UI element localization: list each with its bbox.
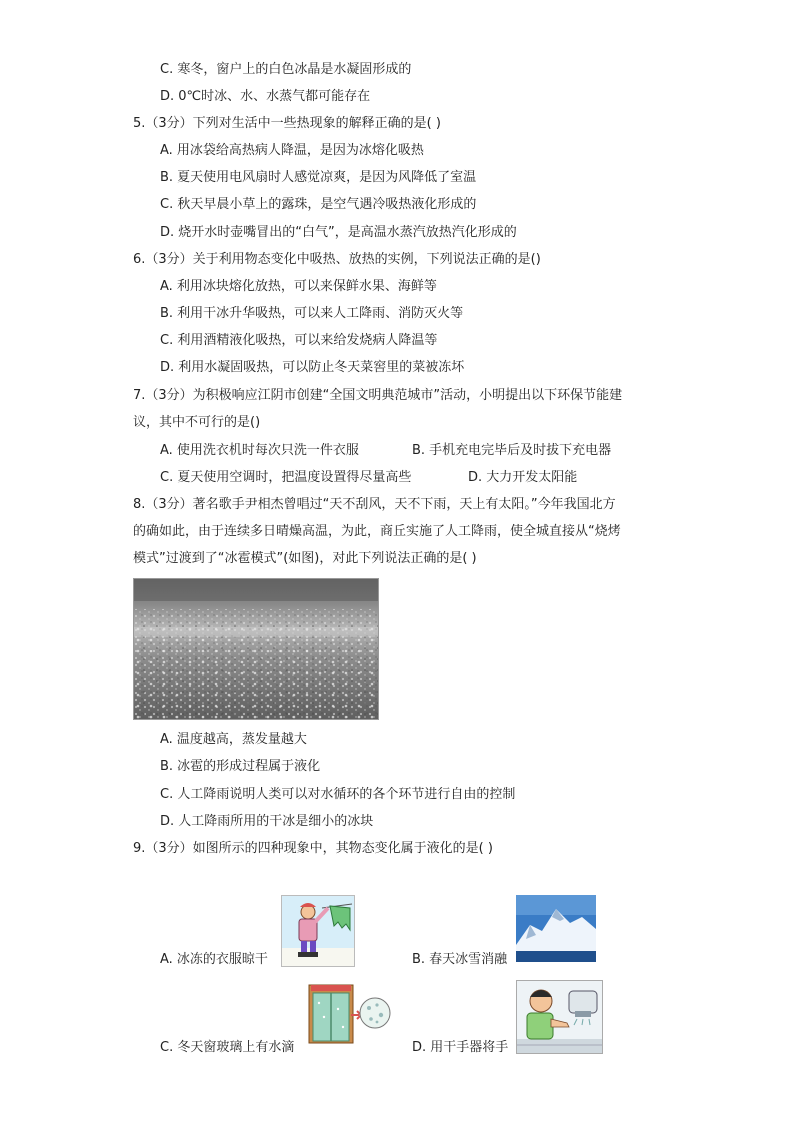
q6-stem: 6.（3分）关于利用物态变化中吸热、放热的实例，下列说法正确的是() xyxy=(133,252,541,267)
q8-stem-line2: 的确如此，由于连续多日晴燥高温，为此，商丘实施了人工降雨，使全城直接从“烧烤 xyxy=(133,524,621,539)
q6-option-a: A. 利用冰块熔化放热，可以来保鲜水果、海鲜等 xyxy=(160,279,437,294)
frozen-clothes-figure xyxy=(281,895,355,967)
q5-option-b: B. 夏天使用电风扇时人感觉凉爽，是因为风降低了室温 xyxy=(160,170,477,185)
q9-stem: 9.（3分）如图所示的四种现象中，其物态变化属于液化的是( ) xyxy=(133,841,493,856)
window-droplets-figure xyxy=(307,983,391,1047)
q9-option-a: A. 冰冻的衣服晾干 xyxy=(160,952,268,967)
q6-option-c: C. 利用酒精液化吸热，可以来给发烧病人降温等 xyxy=(160,333,438,348)
q9-option-b: B. 春天冰雪消融 xyxy=(412,952,508,967)
hand-dryer-figure xyxy=(516,980,603,1054)
q7-stem-line2: 议，其中不可行的是() xyxy=(133,415,261,430)
q5-option-d: D. 烧开水时壶嘴冒出的“白气”，是高温水蒸汽放热汽化形成的 xyxy=(160,225,517,240)
snow-mountain-figure xyxy=(516,895,596,962)
q8-option-d: D. 人工降雨所用的干冰是细小的冰块 xyxy=(160,814,374,829)
q8-stem-line1: 8.（3分）著名歌手尹相杰曾唱过“天不刮风，天不下雨，天上有太阳。”今年我国北方 xyxy=(133,497,616,512)
hail-photo xyxy=(133,578,379,720)
q8-stem-line3: 模式”过渡到了“冰雹模式”(如图)，对此下列说法正确的是( ) xyxy=(133,551,477,566)
q7-option-c: C. 夏天使用空调时，把温度设置得尽量高些 xyxy=(160,470,412,485)
q8-option-c: C. 人工降雨说明人类可以对水循环的各个环节进行自由的控制 xyxy=(160,787,516,802)
q7-option-b: B. 手机充电完毕后及时拔下充电器 xyxy=(412,443,612,458)
q7-option-d: D. 大力开发太阳能 xyxy=(468,470,578,485)
q5-option-a: A. 用冰袋给高热病人降温，是因为冰熔化吸热 xyxy=(160,143,424,158)
q5-stem: 5.（3分）下列对生活中一些热现象的解释正确的是( ) xyxy=(133,116,441,131)
q4-option-d: D. 0℃时冰、水、水蒸气都可能存在 xyxy=(160,89,371,104)
q7-option-a: A. 使用洗衣机时每次只洗一件衣服 xyxy=(160,443,359,458)
q6-option-d: D. 利用水凝固吸热，可以防止冬天菜窖里的菜被冻坏 xyxy=(160,360,465,375)
q9-option-c: C. 冬天窗玻璃上有水滴 xyxy=(160,1040,295,1055)
q4-option-c: C. 寒冬，窗户上的白色冰晶是水凝固形成的 xyxy=(160,62,412,77)
q7-stem-line1: 7.（3分）为积极响应江阴市创建“全国文明典范城市”活动，小明提出以下环保节能建 xyxy=(133,388,623,403)
q6-option-b: B. 利用干冰升华吸热，可以来人工降雨、消防灭火等 xyxy=(160,306,464,321)
q9-option-d: D. 用干手器将手 xyxy=(412,1040,509,1055)
q8-option-b: B. 冰雹的形成过程属于液化 xyxy=(160,759,321,774)
q5-option-c: C. 秋天早晨小草上的露珠，是空气遇冷吸热液化形成的 xyxy=(160,197,477,212)
q8-option-a: A. 温度越高，蒸发量越大 xyxy=(160,732,307,747)
